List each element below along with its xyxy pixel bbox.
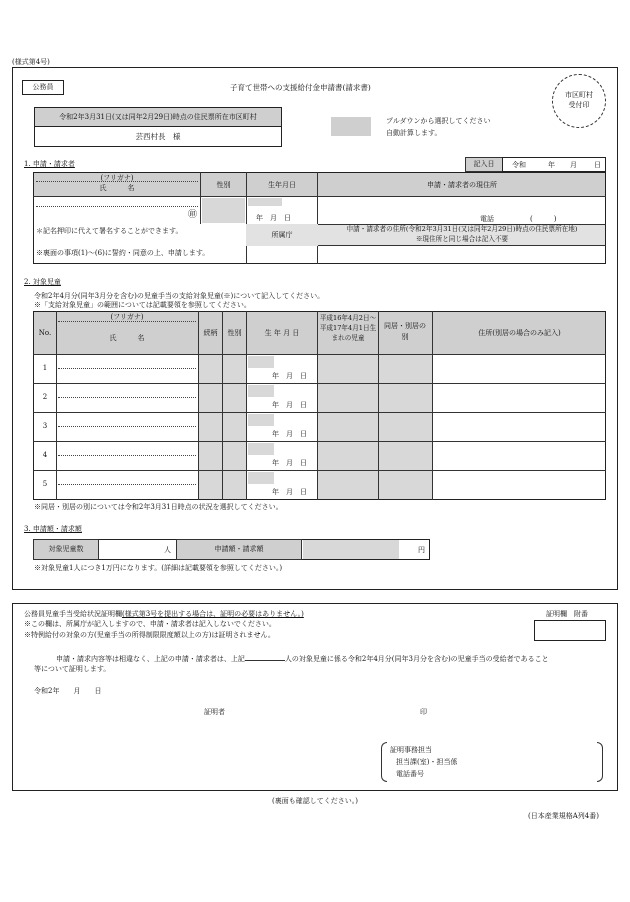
applicant-furigana-input[interactable] xyxy=(36,206,198,207)
child-relation-select[interactable] xyxy=(199,442,222,470)
certificate-title-sub: (様式第3号を提出する場合は、証明の必要はありません。) xyxy=(122,610,304,618)
child-no: 3 xyxy=(42,422,48,430)
back-side-note: (裏面も確認してください。) xyxy=(272,797,358,805)
child-dob-ymd: 年 月 日 xyxy=(272,430,307,438)
child-relation-select[interactable] xyxy=(199,413,222,441)
child-count-input[interactable] xyxy=(100,540,164,559)
section1-heading: 1. 申請・請求者 xyxy=(24,160,75,168)
signature-note: ＊記名押印に代えて署名することができます。 xyxy=(36,227,183,235)
child-born-calc xyxy=(318,355,378,383)
child-no: 1 xyxy=(42,364,48,372)
gender-select[interactable] xyxy=(202,198,245,223)
child-dob-ymd: 年 月 日 xyxy=(272,488,307,496)
child-born-calc xyxy=(318,471,378,499)
dob-label: 生年月日 xyxy=(268,181,296,189)
pledge-note: ※裏面の事項(1)～(6)に誓約・同意の上、申請します。 xyxy=(36,249,210,257)
child-era-select[interactable] xyxy=(248,385,274,397)
child-cohabit-select[interactable] xyxy=(379,413,432,441)
child-no: 5 xyxy=(42,480,48,488)
certifier-seal: 印 xyxy=(420,708,427,716)
form-number: (様式第4号) xyxy=(12,58,50,66)
contact-bracket-left xyxy=(381,742,387,782)
applicant-name-label: 氏 名 xyxy=(99,184,135,192)
child-relation-select[interactable] xyxy=(199,384,222,412)
certificate-note1: ※この欄は、所属庁が記入しますので、申請・請求者は記入しないでください。 xyxy=(24,620,276,628)
section3-note: ※対象児童1人につき1万円になります。(詳細は記載要領を参照してください。) xyxy=(34,564,283,572)
child-unit: 人 xyxy=(164,546,171,554)
legend-line1: プルダウンから選択してください xyxy=(386,117,491,125)
child-gender-select[interactable] xyxy=(223,442,246,470)
child-name-input[interactable] xyxy=(58,368,196,369)
page-title: 子育て世帯への支援給付金申請書(請求書) xyxy=(230,83,371,92)
entry-date-year: 年 xyxy=(548,161,555,169)
certificate-title-main: 公務員児童手当受給状況証明欄 xyxy=(24,610,122,618)
child-gender-select[interactable] xyxy=(223,413,246,441)
child-cohabit-select[interactable] xyxy=(379,384,432,412)
child-era-select[interactable] xyxy=(248,472,274,484)
col-name: 氏 名 xyxy=(109,334,145,342)
certificate-number-input[interactable] xyxy=(534,620,606,641)
certificate-count-blank[interactable] xyxy=(245,660,285,661)
contact-line1: 証明事務担当 xyxy=(390,746,432,754)
col-no: No. xyxy=(38,329,52,337)
applicant-name-input[interactable] xyxy=(36,208,188,222)
child-era-select[interactable] xyxy=(248,414,274,426)
office-label: 所属庁 xyxy=(246,224,318,246)
paper-standard: (日本産業規格A列4番) xyxy=(528,812,599,820)
child-gender-select[interactable] xyxy=(223,471,246,499)
entry-date-era: 令和 xyxy=(512,161,526,169)
section2-intro2: ※「支給対象児童」の範囲については記載要領を参照してください。 xyxy=(34,301,251,309)
koumuin-badge: 公務員 xyxy=(22,80,64,95)
child-name-input[interactable] xyxy=(58,426,196,427)
certificate-body-part2: 人の対象児童に係る令和2年4月分(同年3月分を含む)の児童手当の受給者であること xyxy=(284,655,549,663)
child-count-label: 対象児童数 xyxy=(33,539,99,560)
recipient-cell xyxy=(34,126,282,147)
col-address: 住所(別居の場合のみ記入) xyxy=(478,329,561,337)
child-relation-select[interactable] xyxy=(199,355,222,383)
certificate-body-3: 等について証明します。 xyxy=(34,665,111,673)
seal-mark: ㊞ xyxy=(188,210,198,220)
child-cohabit-select[interactable] xyxy=(379,355,432,383)
certificate-title xyxy=(24,610,304,618)
legend-line2: 自動計算します。 xyxy=(386,129,442,137)
certificate-body xyxy=(56,655,549,663)
amount-label: 申請額・請求額 xyxy=(176,539,302,560)
child-gender-select[interactable] xyxy=(223,355,246,383)
amount-unit: 円 xyxy=(418,546,425,554)
certificate-note2: ※特例給付の対象の方(児童手当の所得制限限度額以上の方)は証明されません。 xyxy=(24,631,275,639)
contact-bracket-right xyxy=(597,742,603,782)
child-name-input[interactable] xyxy=(58,397,196,398)
entry-date-label: 記入日 xyxy=(465,157,503,172)
child-gender-select[interactable] xyxy=(223,384,246,412)
amount-calc xyxy=(303,540,399,559)
current-address-input[interactable] xyxy=(319,198,604,223)
child-era-select[interactable] xyxy=(248,356,274,368)
resident-addr-label: 申請・請求者の住所(令和2年3月31日(又は同年2月29日)時点の住民票所在地) xyxy=(346,225,578,233)
phone-label: 電話 xyxy=(480,215,494,223)
col-furigana: (フリガナ) xyxy=(110,313,144,321)
applicant-era-select[interactable] xyxy=(248,198,282,206)
contact-line3: 電話番号 xyxy=(396,770,424,778)
applicant-dob-ymd: 年 月 日 xyxy=(256,214,291,222)
certificate-number-label: 証明欄 附番 xyxy=(546,610,588,618)
child-cohabit-select[interactable] xyxy=(379,442,432,470)
resident-address-input[interactable] xyxy=(319,247,604,263)
section2-footnote: ※同居・別居の別については令和2年3月31日時点の状況を選択してください。 xyxy=(34,503,283,511)
entry-date-day: 日 xyxy=(594,161,601,169)
entry-date-month: 月 xyxy=(570,161,577,169)
phone-paren: ( ) xyxy=(530,215,557,223)
col-dob: 生 年 月 日 xyxy=(264,329,300,337)
child-relation-select[interactable] xyxy=(199,471,222,499)
col-relation: 続柄 xyxy=(203,329,218,337)
child-no: 2 xyxy=(42,393,48,401)
child-born-calc xyxy=(318,442,378,470)
child-era-select[interactable] xyxy=(248,443,274,455)
child-name-input[interactable] xyxy=(58,455,196,456)
child-no: 4 xyxy=(42,451,48,459)
contact-line2: 担当課(室)・担当係 xyxy=(396,758,458,766)
section2-intro1: 令和2年4月分(同年3月分を含む)の児童手当の支給対象児童(※)について記入してください。 xyxy=(34,292,325,300)
gender-label: 性別 xyxy=(216,181,231,189)
section3-heading: 3. 申請額・請求額 xyxy=(24,525,82,533)
child-dob-ymd: 年 月 日 xyxy=(272,401,307,409)
resident-addr-note: ※現住所と同じ場合は記入不要 xyxy=(415,235,509,243)
address-label: 申請・請求者の現住所 xyxy=(427,181,497,189)
legend-swatch xyxy=(331,117,371,136)
certificate-body-part1: 申請・請求内容等は相違なく、上記の申請・請求者は、上記 xyxy=(56,655,245,663)
col-cohabit: 同居・別居の別 xyxy=(384,322,426,341)
col-born: 平成16年4月2日～平成17年4月1日生まれの児童 xyxy=(319,314,377,342)
section2-heading: 2. 対象児童 xyxy=(24,278,61,286)
child-dob-ymd: 年 月 日 xyxy=(272,459,307,467)
applicant-furigana-label: (フリガナ) xyxy=(100,174,134,182)
col-gender: 性別 xyxy=(227,329,242,337)
child-name-input[interactable] xyxy=(58,484,196,485)
reception-stamp-label: 市区町村 受付印 xyxy=(565,91,593,109)
child-born-calc xyxy=(318,384,378,412)
address-banner: 令和2年3月31日(又は同年2月29日)時点の住民票所在市区町村 xyxy=(34,107,282,127)
certifier-label: 証明者 xyxy=(204,708,225,716)
certificate-date: 令和2年 月 日 xyxy=(34,687,102,695)
office-input[interactable] xyxy=(248,247,316,263)
child-cohabit-select[interactable] xyxy=(379,471,432,499)
child-born-calc xyxy=(318,413,378,441)
child-dob-ymd: 年 月 日 xyxy=(272,372,307,380)
recipient-name: 芸西村長 様 xyxy=(135,132,181,141)
